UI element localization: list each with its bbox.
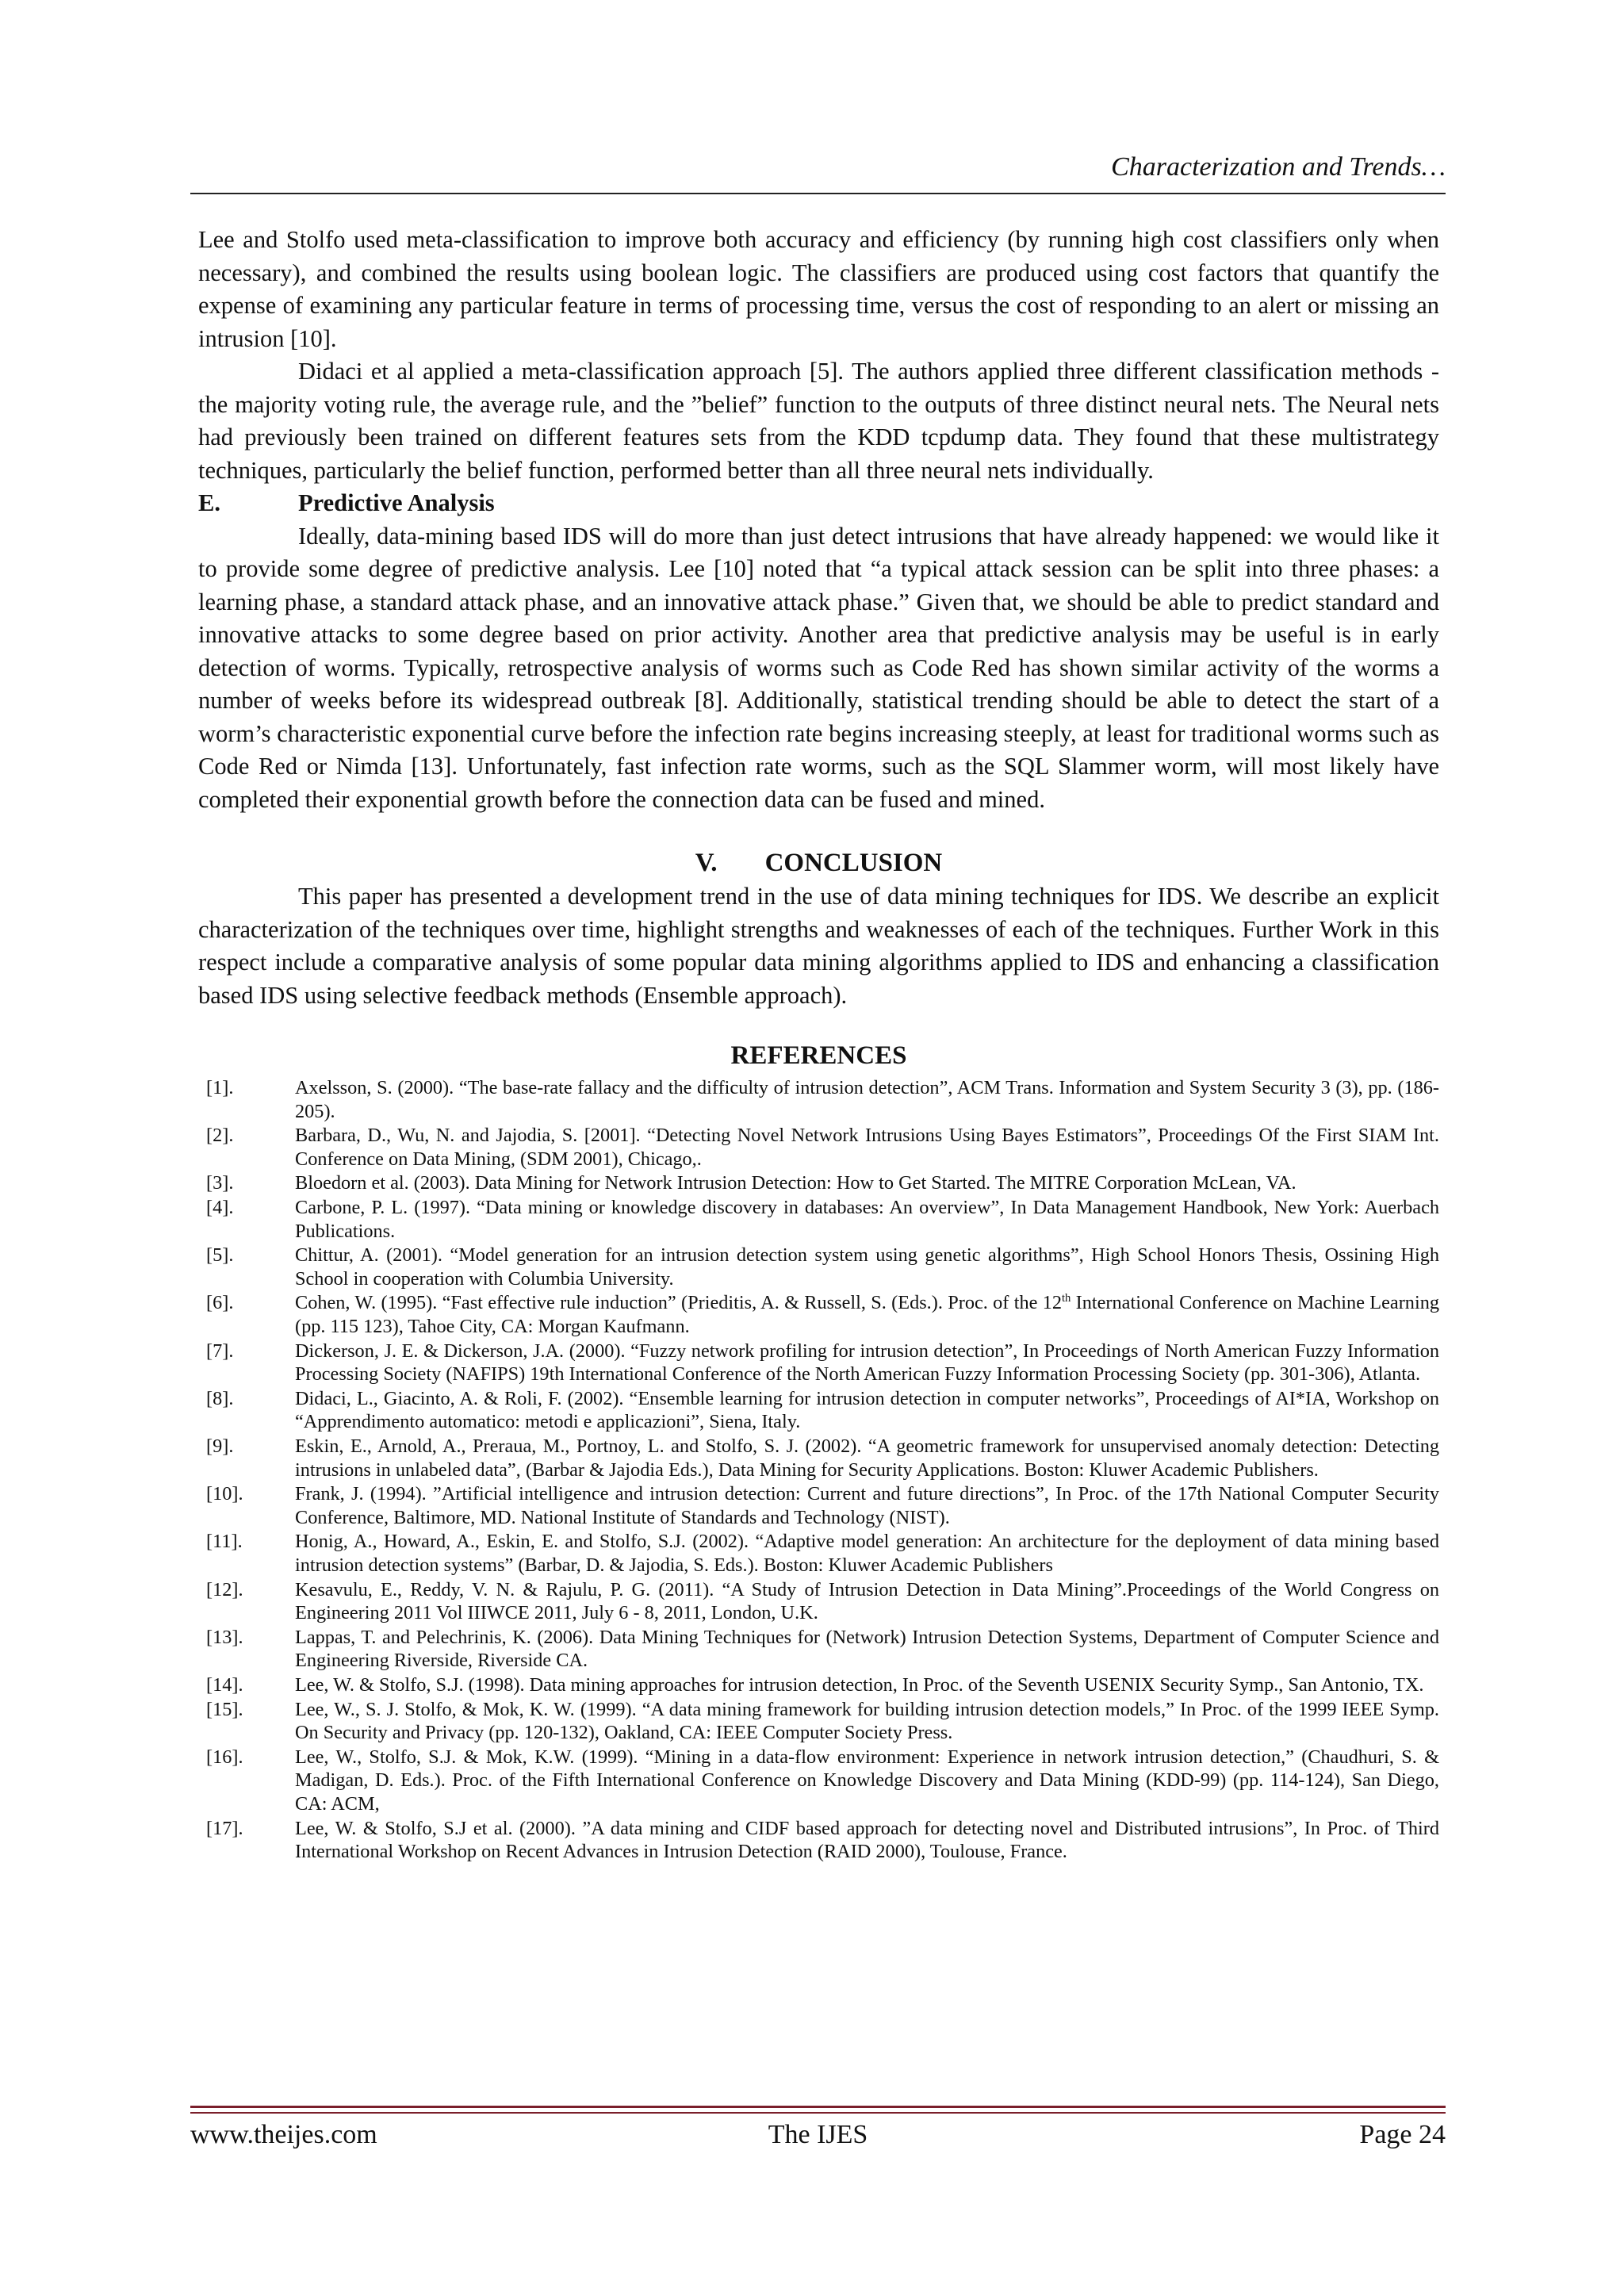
reference-number: [8]. <box>206 1387 234 1409</box>
reference-text: Lappas, T. and Pelechrinis, K. (2006). Data Mining Techniques for (Network) Intrusion Detection Systems, Department of Computer Science and Engineering Riverside, Riverside CA. <box>295 1626 1439 1672</box>
running-head: Characterization and Trends… <box>1111 152 1446 182</box>
reference-number: [7]. <box>206 1340 234 1362</box>
reference-text: Lee, W. & Stolfo, S.J. (1998). Data mining approaches for intrusion detection, In Proc. of the Seventh USENIX Security Symp., San Antonio, TX. <box>295 1673 1424 1696</box>
article-body <box>198 224 1439 1865</box>
reference-text: Kesavulu, E., Reddy, V. N. & Rajulu, P. G. (2011). “A Study of Intrusion Detection in Data Mining”.Proceedings of the World Congress on Engineering 2011 Vol IIIWCE 2011, July 6 - 8, 2011, London, U.K. <box>295 1578 1439 1624</box>
reference-number: [10]. <box>206 1483 243 1505</box>
reference-number: [2]. <box>206 1125 234 1147</box>
reference-text: Dickerson, J. E. & Dickerson, J.A. (2000). “Fuzzy network profiling for intrusion detection”, In Proceedings of North American Fuzzy Information Processing Society (NAFIPS) 19th International Conference of the North American Fuzzy Information Processing Society (pp. 301-306), Atlanta. <box>295 1340 1439 1386</box>
reference-item <box>198 1387 1439 1434</box>
footer-page-number: Page 24 <box>1359 2120 1446 2149</box>
header-divider <box>190 193 1446 194</box>
footer-website[interactable]: www.theijes.com <box>190 2120 377 2149</box>
reference-number: [3]. <box>206 1172 234 1194</box>
reference-number: [13]. <box>206 1626 243 1648</box>
reference-number: [1]. <box>206 1077 234 1098</box>
reference-item <box>198 1578 1439 1625</box>
reference-item <box>198 1435 1439 1481</box>
reference-item <box>198 1626 1439 1673</box>
reference-text: Didaci, L., Giacinto, A. & Roli, F. (2002). “Ensemble learning for intrusion detection in computer networks”, Proceedings of AI*IA, Workshop on “Apprendimento automatico: metodi e applicazioni”, Siena, Italy. <box>295 1387 1439 1433</box>
reference-text <box>295 1291 1439 1338</box>
section-heading-conclusion <box>198 845 1439 880</box>
paragraph-meta-classification: Lee and Stolfo used meta-classification to improve both accuracy and efficiency (by running high cost classifiers only when necessary), and combined the results using boolean logic. The classifiers are produced using cost factors that quantify the expense of examining any particular feature in terms of processing time, versus the cost of responding to an alert or missing an intrusion [10]. <box>198 226 1439 352</box>
section-number: V. <box>695 849 718 877</box>
reference-text: Carbone, P. L. (1997). “Data mining or knowledge discovery in databases: An overview”, In Data Management Handbook, New York: Auerbach Publications. <box>295 1197 1439 1242</box>
reference-item <box>198 1698 1439 1745</box>
reference-text: Lee, W. & Stolfo, S.J et al. (2000). ”A data mining and CIDF based approach for detecting novel and Distributed intrusions”, In Proc. of Third International Workshop on Recent Advances in Intrusion Detection (RAID 2000), Toulouse, France. <box>295 1817 1439 1862</box>
page-footer <box>190 2120 1446 2150</box>
reference-item <box>198 1530 1439 1577</box>
reference-item <box>198 1171 1439 1195</box>
reference-item <box>198 1124 1439 1171</box>
reference-text: Barbara, D., Wu, N. and Jajodia, S. [2001]. “Detecting Novel Network Intrusions Using Bayes Estimators”, Proceedings Of the First SIAM Int. Conference on Data Mining, (SDM 2001), Chicago,. <box>295 1125 1439 1170</box>
reference-item <box>198 1340 1439 1386</box>
reference-number: [11]. <box>206 1531 243 1553</box>
reference-number: [5]. <box>206 1244 234 1267</box>
reference-number: [15]. <box>206 1698 243 1720</box>
reference-item <box>198 1482 1439 1529</box>
reference-item <box>198 1244 1439 1290</box>
reference-text: Chittur, A. (2001). “Model generation for an intrusion detection system using genetic algorithms”, High School Honors Thesis, Ossining High School in cooperation with Columbia University. <box>295 1244 1439 1290</box>
paragraph-didaci: Didaci et al applied a meta-classification approach [5]. The authors applied three different classification methods - the majority voting rule, the average rule, and the ”belief” function to the outputs of three distinct neural nets. The Neural nets had previously been trained on different features sets from the KDD tcpdump data. They found that these multistrategy techniques, particularly the belief function, performed better than all three neural nets individually. <box>198 358 1439 484</box>
reference-item <box>198 1196 1439 1243</box>
subsection-number: E. <box>198 489 220 516</box>
references-heading: REFERENCES <box>730 1041 907 1070</box>
reference-number: [16]. <box>206 1746 243 1768</box>
footer-journal: The IJES <box>768 2120 868 2149</box>
reference-text: Frank, J. (1994). ”Artificial intelligence and intrusion detection: Current and future directions”, In Proc. of the 17th National Computer Security Conference, Baltimore, MD. National Institute of Standards and Technology (NIST). <box>295 1483 1439 1528</box>
reference-text: Lee, W., Stolfo, S.J. & Mok, K.W. (1999). “Mining in a data-flow environment: Experience in network intrusion detection,” (Chaudhuri, S. & Madigan, D. Eds.). Proc. of the Fifth International Conference on Knowledge Discovery and Data Mining (KDD-99) (pp. 114-124), San Diego, CA: ACM, <box>295 1746 1439 1815</box>
reference-text: Axelsson, S. (2000). “The base-rate fallacy and the difficulty of intrusion detection”, ACM Trans. Information and System Security 3 (3), pp. (186-205). <box>295 1077 1439 1122</box>
paragraph-conclusion: This paper has presented a development trend in the use of data mining techniques for IDS. We describe an explicit characterization of the techniques over time, highlight strengths and weaknesses of each of the techniques. Further Work in this respect include a comparative analysis of some popular data mining algorithms applied to IDS and enhancing a classification based IDS using selective feedback methods (Ensemble approach). <box>198 883 1439 1009</box>
subsection-heading-predictive <box>198 487 1439 520</box>
reference-text: Bloedorn et al. (2003). Data Mining for Network Intrusion Detection: How to Get Started. The MITRE Corporation McLean, VA. <box>295 1172 1297 1194</box>
reference-text: Lee, W., S. J. Stolfo, & Mok, K. W. (1999). “A data mining framework for building intrusion detection models,” In Proc. of the 1999 IEEE Symp. On Security and Privacy (pp. 120-132), Oakland, CA: IEEE Computer Society Press. <box>295 1698 1439 1744</box>
reference-text-part: International Conference on Machine Learning (pp. 115 123), Tahoe City, CA: Morgan Kaufmann. <box>295 1292 1439 1337</box>
footer-divider-thin <box>190 2112 1446 2114</box>
reference-text: Honig, A., Howard, A., Eskin, E. and Stolfo, S.J. (2002). “Adaptive model generation: An architecture for the deployment of data mining based intrusion detection systems” (Barbar, D. & Jajodia, S. Eds.). Boston: Kluwer Academic Publishers <box>295 1531 1439 1576</box>
reference-number: [4]. <box>206 1197 234 1219</box>
subsection-title: Predictive Analysis <box>298 489 495 516</box>
reference-item <box>198 1291 1439 1338</box>
ordinal-superscript: th <box>1062 1292 1071 1305</box>
reference-text-part: Cohen, W. (1995). “Fast effective rule induction” (Prieditis, A. & Russell, S. (Eds.). Proc. of the 12 <box>295 1292 1062 1314</box>
section-title: CONCLUSION <box>764 849 943 877</box>
reference-list <box>198 1076 1439 1864</box>
reference-number: [14]. <box>206 1673 243 1696</box>
reference-number: [6]. <box>206 1292 234 1314</box>
reference-number: [9]. <box>206 1435 234 1457</box>
reference-text: Eskin, E., Arnold, A., Preraua, M., Portnoy, L. and Stolfo, S. J. (2002). “A geometric framework for unsupervised anomaly detection: Detecting intrusions in unlabeled data”, (Barbar & Jajodia Eds.), Data Mining for Security Applications. Boston: Kluwer Academic Publishers. <box>295 1435 1439 1481</box>
reference-number: [17]. <box>206 1817 243 1839</box>
paragraph-predictive: Ideally, data-mining based IDS will do more than just detect intrusions that have already happened: we would like it to provide some degree of predictive analysis. Lee [10] noted that “a typical attack session can be split into three phases: a learning phase, a standard attack phase, and an innovative attack phase.” Given that, we should be able to predict standard and innovative attacks to some degree based on prior activity. Another area that predictive analysis may be useful is in early detection of worms. Typically, retrospective analysis of worms such as Code Red has shown similar activity of the worms a number of weeks before its widespread outbreak [8]. Additionally, statistical trending should be able to detect the start of a worm’s characteristic exponential curve before the infection rate begins increasing steeply, at least for traditional worms such as Code Red or Nimda [13]. Unfortunately, fast infection rate worms, such as the SQL Slammer worm, will most likely have completed their exponential growth before the connection data can be fused and mined. <box>198 522 1439 813</box>
reference-number: [12]. <box>206 1578 243 1600</box>
reference-item <box>198 1817 1439 1864</box>
reference-item <box>198 1076 1439 1123</box>
reference-item <box>198 1673 1439 1697</box>
reference-item <box>198 1746 1439 1816</box>
footer-divider <box>190 2106 1446 2108</box>
